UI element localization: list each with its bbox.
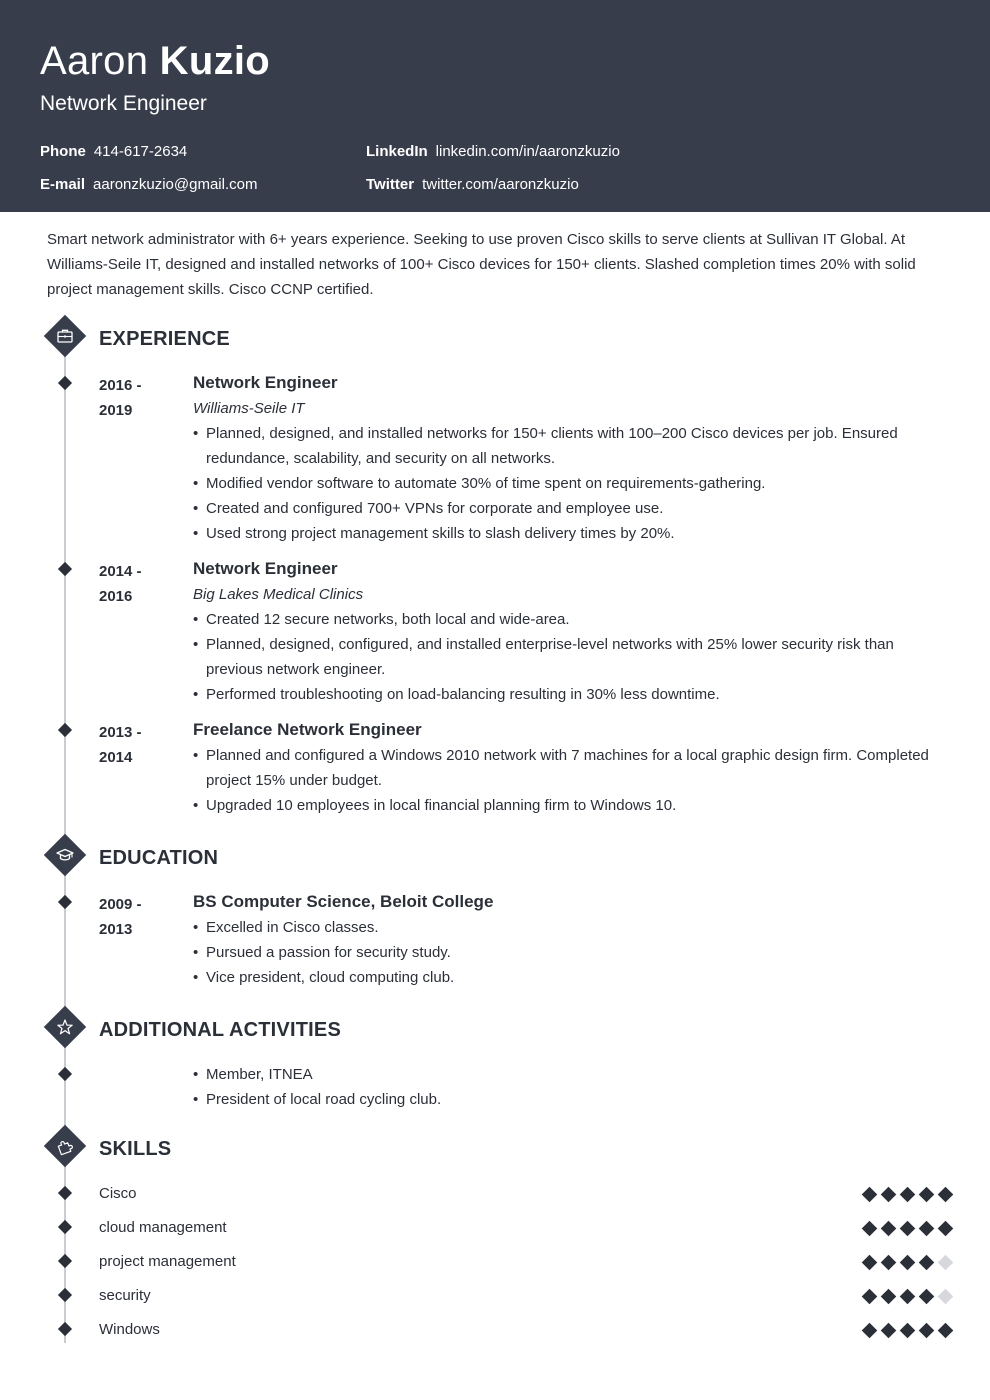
rating-diamond-filled bbox=[900, 1322, 916, 1338]
rating-diamond-filled bbox=[862, 1288, 878, 1304]
company-name: Williams-Seile IT bbox=[193, 400, 305, 417]
rating-diamond-filled bbox=[900, 1288, 916, 1304]
contact-email bbox=[40, 176, 257, 194]
contact-phone bbox=[40, 143, 187, 161]
timeline-node bbox=[58, 562, 72, 576]
education-section-icon bbox=[44, 834, 86, 876]
timeline-node bbox=[58, 723, 72, 737]
contact-twitter bbox=[366, 176, 579, 194]
bullet-item: • Planned, designed, and installed networks for 150+ clients with 100–200 Cisco devices per job. Ensured redundance, scalability, and security on all networks. bbox=[193, 421, 949, 471]
skill-name: cloud management bbox=[99, 1219, 227, 1236]
timeline-node bbox=[58, 1288, 72, 1302]
skill-name: project management bbox=[99, 1253, 236, 1270]
rating-diamond-filled bbox=[881, 1254, 897, 1270]
skills-section-icon bbox=[44, 1125, 86, 1167]
star-icon bbox=[55, 1017, 75, 1037]
timeline-node bbox=[58, 376, 72, 390]
skill-name: Windows bbox=[99, 1321, 160, 1338]
timeline-node bbox=[58, 1067, 72, 1081]
skill-name: security bbox=[99, 1287, 151, 1304]
timeline-node bbox=[58, 1254, 72, 1268]
date-start: 2009 - bbox=[99, 896, 142, 913]
skill-rating bbox=[856, 1284, 951, 1308]
timeline-node bbox=[58, 1220, 72, 1234]
timeline-node bbox=[58, 1322, 72, 1336]
bullet-item: • Planned and configured a Windows 2010 network with 7 machines for a local graphic design firm. Completed project 15% under budget. bbox=[193, 743, 949, 793]
entry-date bbox=[99, 559, 179, 609]
experience-heading: EXPERIENCE bbox=[99, 328, 230, 350]
phone-label: Phone bbox=[40, 143, 86, 160]
rating-diamond-filled bbox=[881, 1288, 897, 1304]
skill-rating bbox=[856, 1318, 951, 1342]
rating-diamond-filled bbox=[881, 1322, 897, 1338]
candidate-title: Network Engineer bbox=[40, 92, 207, 115]
twitter-label: Twitter bbox=[366, 176, 415, 193]
bullet-item: • Excelled in Cisco classes. bbox=[193, 915, 949, 940]
date-start: 2013 - bbox=[99, 724, 142, 741]
entry-date bbox=[99, 892, 179, 942]
date-end: 2014 bbox=[99, 749, 133, 766]
phone-value: 414-617-2634 bbox=[93, 143, 188, 160]
timeline-node bbox=[58, 895, 72, 909]
rating-diamond-filled bbox=[938, 1220, 954, 1236]
rating-diamond-filled bbox=[900, 1254, 916, 1270]
rating-diamond-filled bbox=[900, 1186, 916, 1202]
skill-rating bbox=[856, 1182, 951, 1206]
experience-section-icon bbox=[44, 315, 86, 357]
date-start: 2016 - bbox=[99, 377, 142, 394]
skills-heading: SKILLS bbox=[99, 1138, 172, 1160]
bullet-item: • Created 12 secure networks, both local and wide-area. bbox=[193, 607, 949, 632]
degree-title: BS Computer Science, Beloit College bbox=[193, 892, 494, 911]
contact-linkedin bbox=[366, 143, 620, 161]
bullet-item: • Created and configured 700+ VPNs for corporate and employee use. bbox=[193, 496, 949, 521]
bullet-item: • Vice president, cloud computing club. bbox=[193, 965, 949, 990]
rating-diamond-filled bbox=[919, 1288, 935, 1304]
bullet-item: • President of local road cycling club. bbox=[193, 1087, 949, 1112]
skill-row bbox=[99, 1182, 951, 1206]
rating-diamond-filled bbox=[881, 1186, 897, 1202]
bullet-item: • Upgraded 10 employees in local financial planning firm to Windows 10. bbox=[193, 793, 949, 818]
bullet-item: • Pursued a passion for security study. bbox=[193, 940, 949, 965]
linkedin-value[interactable]: linkedin.com/in/aaronzkuzio bbox=[435, 143, 620, 160]
email-value[interactable]: aaronzkuzio@gmail.com bbox=[93, 176, 258, 193]
bullet-item: • Member, ITNEA bbox=[193, 1062, 949, 1087]
entry-date bbox=[99, 720, 179, 770]
date-end: 2016 bbox=[99, 588, 133, 605]
email-label: E-mail bbox=[40, 176, 86, 193]
activities-section-icon bbox=[44, 1006, 86, 1048]
rating-diamond-filled bbox=[862, 1254, 878, 1270]
rating-diamond-filled bbox=[881, 1220, 897, 1236]
skill-row bbox=[99, 1216, 951, 1240]
job-title: Freelance Network Engineer bbox=[193, 720, 422, 739]
candidate-name bbox=[40, 38, 270, 84]
rating-diamond-filled bbox=[938, 1186, 954, 1202]
date-end: 2013 bbox=[99, 921, 133, 938]
rating-diamond-filled bbox=[862, 1220, 878, 1236]
rating-diamond-empty bbox=[938, 1288, 954, 1304]
rating-diamond-filled bbox=[919, 1186, 935, 1202]
rating-diamond-filled bbox=[862, 1322, 878, 1338]
skill-rating bbox=[856, 1250, 951, 1274]
rating-diamond-filled bbox=[938, 1322, 954, 1338]
skill-row bbox=[99, 1284, 951, 1308]
rating-diamond-filled bbox=[919, 1322, 935, 1338]
summary-text: Smart network administrator with 6+ years experience. Seeking to use proven Cisco skills to serve clients at Sullivan IT Global. At Williams-Seile IT, designed and installed networks of 100+ Cisco devices for 150+ clients. Slashed completion times 20% with solid project management skills. Cisco CCNP certified. bbox=[47, 231, 916, 298]
briefcase-icon bbox=[55, 326, 75, 346]
bullet-item: • Used strong project management skills to slash delivery times by 20%. bbox=[193, 521, 949, 546]
first-name: Aaron bbox=[40, 39, 149, 83]
company-name: Big Lakes Medical Clinics bbox=[193, 586, 364, 603]
puzzle-icon bbox=[55, 1136, 75, 1156]
rating-diamond-filled bbox=[862, 1186, 878, 1202]
job-title: Network Engineer bbox=[193, 373, 338, 392]
resume-header bbox=[0, 0, 990, 212]
timeline-node bbox=[58, 1186, 72, 1200]
skill-name: Cisco bbox=[99, 1185, 137, 1202]
skill-rating bbox=[856, 1216, 951, 1240]
rating-diamond-filled bbox=[919, 1220, 935, 1236]
bullet-item: • Modified vendor software to automate 30% of time spent on requirements-gathering. bbox=[193, 471, 949, 496]
skill-row bbox=[99, 1250, 951, 1274]
entry-date bbox=[99, 373, 179, 423]
date-end: 2019 bbox=[99, 402, 133, 419]
graduation-cap-icon bbox=[55, 845, 75, 865]
date-start: 2014 - bbox=[99, 563, 142, 580]
activities-heading: ADDITIONAL ACTIVITIES bbox=[99, 1019, 341, 1041]
last-name: Kuzio bbox=[159, 39, 271, 83]
rating-diamond-empty bbox=[938, 1254, 954, 1270]
twitter-value[interactable]: twitter.com/aaronzkuzio bbox=[422, 176, 579, 193]
education-heading: EDUCATION bbox=[99, 847, 219, 869]
bullet-item: • Planned, designed, configured, and installed enterprise-level networks with 25% lower security risk than previous network engineer. bbox=[193, 632, 949, 682]
rating-diamond-filled bbox=[919, 1254, 935, 1270]
skill-row bbox=[99, 1318, 951, 1342]
rating-diamond-filled bbox=[900, 1220, 916, 1236]
linkedin-label: LinkedIn bbox=[366, 143, 428, 160]
job-title: Network Engineer bbox=[193, 559, 338, 578]
bullet-item: • Performed troubleshooting on load-balancing resulting in 30% less downtime. bbox=[193, 682, 949, 707]
